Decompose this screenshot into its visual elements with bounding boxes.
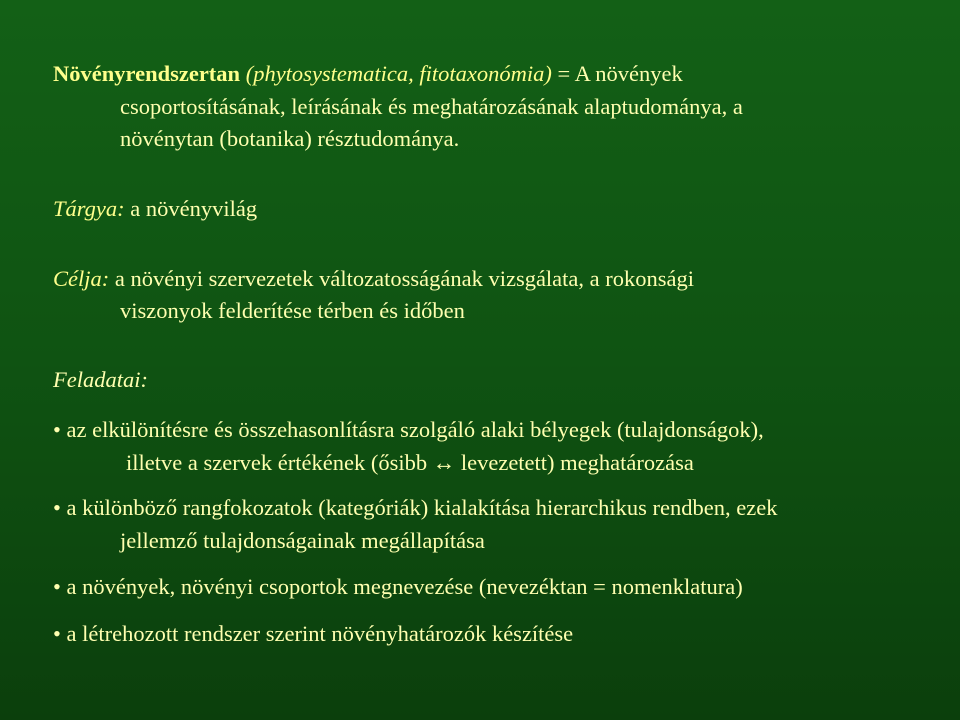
task-item (53, 495, 777, 521)
task-text: a létrehozott rendszer szerint növényhatározók készítése (66, 621, 574, 646)
task-item (53, 621, 573, 647)
bullet-icon: • (53, 417, 61, 442)
bullet-icon: • (53, 621, 61, 646)
tasks-label-text: Feladatai: (53, 367, 148, 392)
definition-text: = A növények (551, 61, 683, 86)
goal-line-1 (53, 266, 694, 292)
task-text: a növények, növényi csoportok megnevezése (nevezéktan = nomenklatura) (66, 574, 743, 599)
goal-label: Célja: (53, 266, 110, 291)
task-item-cont: illetve a szervek értékének (ősibb ↔ levezetett) meghatározása (126, 450, 694, 475)
task-item (53, 417, 764, 443)
task-item-cont: jellemző tulajdonságainak megállapítása (120, 528, 485, 553)
subject-label: Tárgya: (53, 196, 125, 221)
subject-text: a növényvilág (124, 196, 258, 221)
task-text: az elkülönítésre és összehasonlításra szolgáló alaki bélyegek (tulajdonságok), (66, 417, 764, 442)
bullet-icon: • (53, 495, 61, 520)
definition-line-3: növénytan (botanika) résztudománya. (120, 126, 460, 151)
bullet-icon: • (53, 574, 61, 599)
definition-line-1 (53, 61, 683, 87)
definition-line-2: csoportosításának, leírásának és meghatározásának alaptudománya, a (120, 94, 743, 119)
synonyms: (phytosystematica, fitotaxonómia) (245, 61, 552, 86)
subject (53, 196, 257, 222)
task-item (53, 574, 743, 600)
tasks-label (53, 367, 148, 393)
goal-text: a növényi szervezetek változatosságának vizsgálata, a rokonsági (109, 266, 695, 291)
task-text: a különböző rangfokozatok (kategóriák) kialakítása hierarchikus rendben, ezek (66, 495, 778, 520)
goal-line-2: viszonyok felderítése térben és időben (120, 298, 465, 323)
term: Növényrendszertan (53, 61, 241, 86)
